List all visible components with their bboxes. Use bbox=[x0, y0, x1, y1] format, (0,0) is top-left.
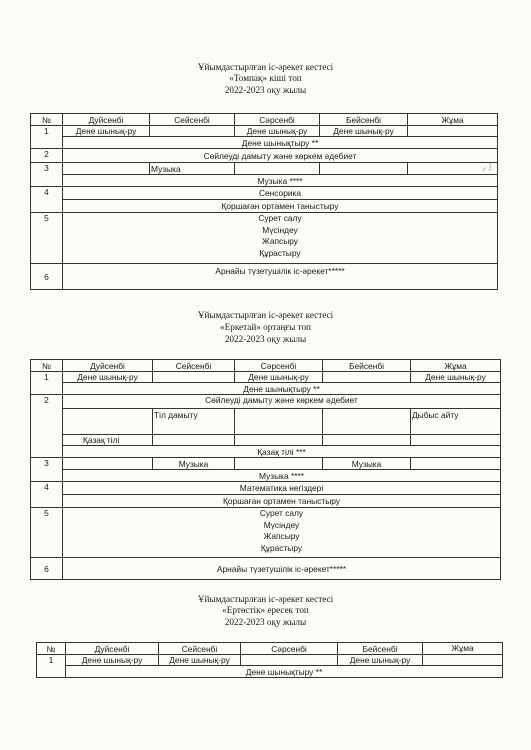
row-number: 6 bbox=[31, 264, 63, 290]
schedule-2-year: 2022-2023 оқу жылы bbox=[224, 334, 307, 344]
cell-friday bbox=[411, 435, 501, 446]
row-number: 2 bbox=[31, 395, 63, 458]
stack-line: Мүсіндеу bbox=[263, 519, 300, 530]
cell-monday: Дене шынық-ру bbox=[63, 372, 153, 383]
row-number: 6 bbox=[31, 558, 63, 580]
header-wednesday: Сәрсенбі bbox=[235, 360, 323, 372]
cell-span: Қоршаған ортамен таныстыру bbox=[63, 200, 498, 213]
cell-span: Математика негіздері bbox=[63, 482, 501, 495]
cell-tuesday: Музыка bbox=[150, 163, 235, 175]
cell-wednesday bbox=[235, 163, 320, 175]
row-number: 4 bbox=[31, 482, 63, 508]
stack-line: Құрастыру bbox=[259, 247, 301, 258]
stack-line: Жапсыру bbox=[263, 531, 300, 541]
header-friday: Жұма bbox=[423, 643, 503, 655]
row-number: 5 bbox=[31, 213, 63, 264]
cell-span: Қазақ тілі *** bbox=[63, 446, 501, 458]
table-header-row bbox=[37, 643, 503, 655]
schedule-3-year: 2022-2023 оқу жылы bbox=[224, 617, 307, 627]
header-tuesday: Сейсенбі bbox=[153, 360, 235, 372]
stack-line: Жапсыру bbox=[262, 236, 298, 246]
pen-mark-icon: ⸝ ⁝ bbox=[482, 162, 492, 172]
table-row bbox=[31, 187, 498, 200]
cell-wednesday bbox=[241, 655, 338, 666]
cell-stack bbox=[63, 508, 501, 558]
table-row bbox=[31, 482, 501, 495]
cell-span: Сөйлеуді дамыту және көркем әдебиет bbox=[63, 149, 498, 163]
header-number: № bbox=[37, 643, 66, 655]
cell-wednesday bbox=[235, 409, 323, 435]
cell-friday bbox=[423, 655, 503, 666]
cell-span: Сөйлеуді дамыту және көркем әдебиет bbox=[63, 395, 501, 409]
table-row bbox=[31, 458, 501, 470]
schedule-1-group: «Томпақ» кіші топ bbox=[229, 73, 302, 83]
cell-span: Сенсорика bbox=[63, 187, 498, 200]
stack-line: Мүсіндеу bbox=[262, 224, 298, 235]
header-wednesday: Сәрсенбі bbox=[235, 114, 320, 126]
row-number: 5 bbox=[31, 508, 63, 558]
table-row bbox=[31, 435, 501, 446]
table-header-row bbox=[31, 360, 501, 372]
header-wednesday: Сәрсенбі bbox=[241, 643, 338, 655]
row-number: 1 bbox=[31, 372, 63, 395]
schedule-1-year: 2022-2023 оқу жылы bbox=[224, 85, 307, 95]
table-row bbox=[31, 200, 498, 213]
cell-span: Музыка **** bbox=[63, 175, 498, 187]
header-monday: Дуйсенбі bbox=[63, 114, 150, 126]
cell-friday: Дене шынық-ру bbox=[411, 372, 501, 383]
table-row bbox=[31, 264, 498, 290]
header-monday: Дуйсенбі bbox=[63, 360, 153, 372]
table-row bbox=[31, 470, 501, 482]
table-row bbox=[37, 666, 503, 678]
cell-thursday bbox=[323, 409, 411, 435]
cell-monday bbox=[63, 409, 153, 435]
cell-monday: Дене шынық-ру bbox=[66, 655, 159, 666]
table-row bbox=[31, 213, 498, 264]
header-thursday: Бейсенбі bbox=[323, 360, 411, 372]
cell-tuesday: Дене шынық-ру bbox=[159, 655, 241, 666]
row-number: 2 bbox=[31, 149, 63, 163]
row-number: 4 bbox=[31, 187, 63, 213]
cell-span: Қоршаған ортамен таныстыру bbox=[63, 495, 501, 508]
cell-monday: Қазақ тілі bbox=[63, 435, 153, 446]
cell-span: Дене шынықтыру ** bbox=[66, 666, 503, 678]
cell-thursday: Дене шынық-ру bbox=[338, 655, 423, 666]
cell-stack bbox=[63, 213, 498, 264]
cell-span: Дене шынықтыру ** bbox=[63, 137, 498, 149]
stack-line: Құрастыру bbox=[260, 542, 303, 553]
table-row bbox=[31, 163, 498, 175]
table-row bbox=[31, 558, 501, 580]
table-row bbox=[31, 446, 501, 458]
table-row bbox=[31, 175, 498, 187]
cell-friday: Дыбыс айту bbox=[411, 409, 501, 435]
table-row bbox=[31, 383, 501, 395]
table-row bbox=[31, 395, 501, 409]
table-row bbox=[37, 655, 503, 666]
header-tuesday: Сейсенбі bbox=[159, 643, 241, 655]
schedule-1-title: Ұйымдастырлған іс-әрекет кестесі bbox=[197, 62, 334, 72]
cell-tuesday bbox=[153, 435, 235, 446]
cell-thursday bbox=[323, 372, 411, 383]
header-number: № bbox=[31, 114, 63, 126]
schedule-2-group: «Еркетай» ортаңғы топ bbox=[220, 322, 311, 332]
cell-tuesday: Тіл дамыту bbox=[153, 409, 235, 435]
schedule-3-table bbox=[36, 642, 503, 678]
cell-wednesday bbox=[235, 435, 323, 446]
cell-wednesday bbox=[235, 458, 323, 470]
header-monday: Дуйсенбі bbox=[66, 643, 159, 655]
row-number: 1 bbox=[37, 655, 66, 678]
stack-line: Сурет салу bbox=[259, 508, 304, 518]
table-row bbox=[31, 126, 498, 137]
table-header-row bbox=[31, 114, 498, 126]
row-number: 3 bbox=[31, 458, 63, 482]
header-friday: Жұма bbox=[408, 114, 498, 126]
cell-monday bbox=[63, 458, 153, 470]
header-number: № bbox=[31, 360, 63, 372]
row-number: 1 bbox=[31, 126, 63, 149]
cell-span: Музыка **** bbox=[63, 470, 501, 482]
schedule-3-title: Ұйымдастырлған іс-әрекет кестесі bbox=[197, 594, 334, 604]
cell-thursday bbox=[323, 435, 411, 446]
table-row bbox=[31, 409, 501, 435]
header-thursday: Бейсенбі bbox=[320, 114, 408, 126]
cell-span: Дене шынықтыру ** bbox=[63, 383, 501, 395]
cell-monday: Дене шынық-ру bbox=[63, 126, 150, 137]
header-thursday: Бейсенбі bbox=[338, 643, 423, 655]
table-row bbox=[31, 508, 501, 558]
cell-friday bbox=[411, 458, 501, 470]
cell-friday bbox=[408, 126, 498, 137]
cell-thursday: Музыка bbox=[323, 458, 411, 470]
cell-span: Арнайы түзетушілік іс-әрекет***** bbox=[63, 264, 498, 290]
table-row bbox=[31, 495, 501, 508]
cell-thursday bbox=[320, 163, 408, 175]
cell-wednesday: Дене шынық-ру bbox=[235, 126, 320, 137]
table-row bbox=[31, 149, 498, 163]
cell-span: Арнайы түзетушілік іс-әрекет***** bbox=[63, 558, 501, 580]
schedule-1-table bbox=[30, 113, 498, 290]
row-number: 3 bbox=[31, 163, 63, 187]
cell-tuesday: Музыка bbox=[153, 458, 235, 470]
schedule-3-group: «Ертөстік» ересек топ bbox=[222, 605, 309, 615]
cell-tuesday bbox=[150, 126, 235, 137]
cell-tuesday bbox=[153, 372, 235, 383]
table-row bbox=[31, 372, 501, 383]
schedule-2-table bbox=[30, 359, 501, 580]
schedule-2-title: Ұйымдастырлған іс-әрекет кестесі bbox=[197, 310, 334, 320]
cell-monday bbox=[63, 163, 150, 175]
cell-wednesday: Дене шынық-ру bbox=[235, 372, 323, 383]
cell-thursday: Дене шынық-ру bbox=[320, 126, 408, 137]
header-friday: Жұма bbox=[411, 360, 501, 372]
table-row bbox=[31, 137, 498, 149]
stack-line: Сурет салу bbox=[258, 213, 302, 223]
header-tuesday: Сейсенбі bbox=[150, 114, 235, 126]
